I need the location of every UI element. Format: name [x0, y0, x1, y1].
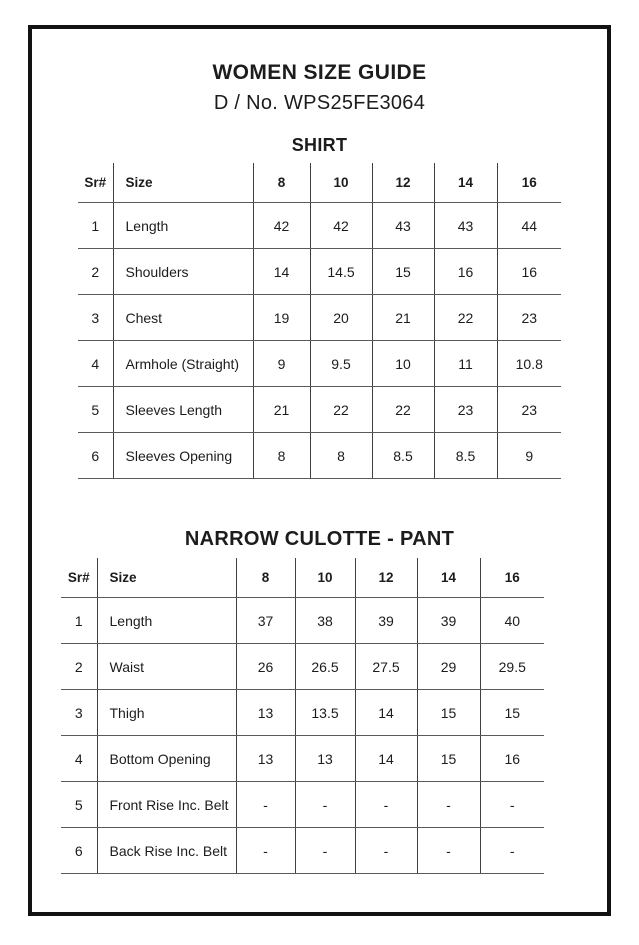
size-value: 9 [497, 433, 561, 479]
row-number: 6 [61, 828, 97, 874]
measurement-label: Sleeves Opening [113, 433, 253, 479]
size-value: 15 [480, 690, 544, 736]
size-value: - [236, 782, 295, 828]
row-number: 1 [61, 598, 97, 644]
size-value: 37 [236, 598, 295, 644]
column-header: 10 [310, 163, 372, 203]
size-value: 11 [434, 341, 497, 387]
size-value: 13 [236, 690, 295, 736]
size-value: 27.5 [355, 644, 417, 690]
column-header: 14 [417, 558, 480, 598]
size-value: 26.5 [295, 644, 355, 690]
size-value: 16 [434, 249, 497, 295]
size-value: 8 [310, 433, 372, 479]
row-number: 4 [61, 736, 97, 782]
size-value: - [355, 828, 417, 874]
size-value: 29 [417, 644, 480, 690]
column-header: 12 [355, 558, 417, 598]
column-header: 16 [480, 558, 544, 598]
size-value: 44 [497, 203, 561, 249]
table-row [61, 644, 544, 690]
measurement-label: Armhole (Straight) [113, 341, 253, 387]
size-value: 23 [434, 387, 497, 433]
row-number: 4 [78, 341, 113, 387]
table-row [78, 341, 561, 387]
table-row [61, 782, 544, 828]
size-value: 22 [372, 387, 434, 433]
size-value: 8 [253, 433, 310, 479]
size-value: - [480, 828, 544, 874]
size-value: 40 [480, 598, 544, 644]
row-number: 3 [78, 295, 113, 341]
table-row [78, 295, 561, 341]
shirt-table-title: SHIRT [291, 135, 348, 155]
size-value: 21 [253, 387, 310, 433]
size-value: - [355, 782, 417, 828]
measurement-label: Bottom Opening [97, 736, 236, 782]
table-row [61, 828, 544, 874]
size-value: 23 [497, 387, 561, 433]
measurement-label: Length [113, 203, 253, 249]
column-header: 14 [434, 163, 497, 203]
shirt-size-table [78, 163, 561, 479]
pant-table-title: NARROW CULOTTE - PANT [184, 528, 455, 550]
size-value: 14 [355, 690, 417, 736]
column-header: 16 [497, 163, 561, 203]
size-value: - [295, 782, 355, 828]
measurement-label: Back Rise Inc. Belt [97, 828, 236, 874]
size-value: 43 [372, 203, 434, 249]
size-value: 38 [295, 598, 355, 644]
size-value: 13 [295, 736, 355, 782]
size-value: 42 [253, 203, 310, 249]
row-number: 2 [78, 249, 113, 295]
size-value: 10.8 [497, 341, 561, 387]
size-value: 26 [236, 644, 295, 690]
shirt-header-row [78, 163, 561, 203]
pant-size-table [61, 558, 544, 874]
measurement-label: Waist [97, 644, 236, 690]
table-row [78, 203, 561, 249]
table-row [78, 433, 561, 479]
size-value: 14 [253, 249, 310, 295]
measurement-label: Shoulders [113, 249, 253, 295]
column-header: Sr# [61, 558, 97, 598]
size-value: 9.5 [310, 341, 372, 387]
size-value: 10 [372, 341, 434, 387]
measurement-label: Front Rise Inc. Belt [97, 782, 236, 828]
table-row [61, 736, 544, 782]
size-value: 13 [236, 736, 295, 782]
column-header: 10 [295, 558, 355, 598]
size-value: 8.5 [372, 433, 434, 479]
column-header: Sr# [78, 163, 113, 203]
size-value: 39 [417, 598, 480, 644]
size-value: 15 [417, 690, 480, 736]
row-number: 3 [61, 690, 97, 736]
size-value: 43 [434, 203, 497, 249]
size-value: 14 [355, 736, 417, 782]
table-row [61, 598, 544, 644]
size-value: 15 [417, 736, 480, 782]
size-value: - [480, 782, 544, 828]
size-value: 22 [434, 295, 497, 341]
row-number: 1 [78, 203, 113, 249]
size-value: 16 [480, 736, 544, 782]
table-row [78, 387, 561, 433]
column-header: Size [97, 558, 236, 598]
row-number: 2 [61, 644, 97, 690]
table-row [78, 249, 561, 295]
size-value: 9 [253, 341, 310, 387]
pant-header-row [61, 558, 544, 598]
size-value: - [236, 828, 295, 874]
size-value: 14.5 [310, 249, 372, 295]
size-value: 21 [372, 295, 434, 341]
size-value: 15 [372, 249, 434, 295]
page-title: WOMEN SIZE GUIDE [212, 61, 427, 84]
size-value: - [417, 782, 480, 828]
size-value: 22 [310, 387, 372, 433]
column-header: 8 [236, 558, 295, 598]
size-value: 20 [310, 295, 372, 341]
row-number: 5 [61, 782, 97, 828]
column-header: 12 [372, 163, 434, 203]
size-value: 39 [355, 598, 417, 644]
size-value: 16 [497, 249, 561, 295]
size-value: - [417, 828, 480, 874]
column-header: 8 [253, 163, 310, 203]
column-header: Size [113, 163, 253, 203]
size-value: 19 [253, 295, 310, 341]
table-row [61, 690, 544, 736]
size-value: 8.5 [434, 433, 497, 479]
size-value: 13.5 [295, 690, 355, 736]
design-number: D / No. WPS25FE3064 [213, 92, 426, 114]
measurement-label: Chest [113, 295, 253, 341]
row-number: 6 [78, 433, 113, 479]
measurement-label: Sleeves Length [113, 387, 253, 433]
size-value: 42 [310, 203, 372, 249]
size-value: 23 [497, 295, 561, 341]
measurement-label: Length [97, 598, 236, 644]
size-value: 29.5 [480, 644, 544, 690]
row-number: 5 [78, 387, 113, 433]
size-value: - [295, 828, 355, 874]
measurement-label: Thigh [97, 690, 236, 736]
